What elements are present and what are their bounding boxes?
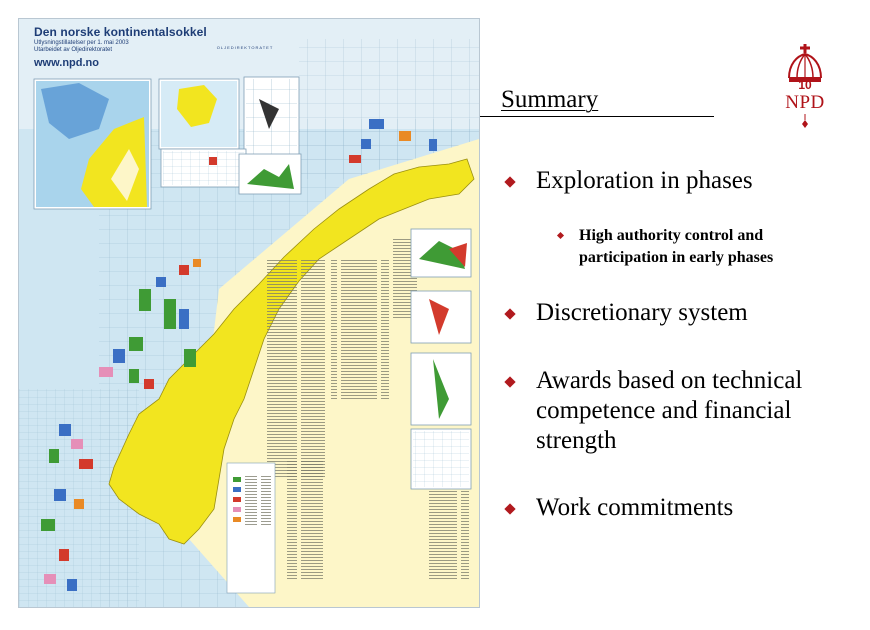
sub-bullet-authority-line2: participation in early phases [579, 249, 774, 266]
crown-icon [775, 42, 835, 130]
sub-bullet-authority-line1: High authority control and [579, 227, 764, 244]
bullet-marker [504, 503, 515, 514]
npd-logo [775, 42, 835, 130]
bullet-exploration: Exploration in phases [536, 167, 753, 194]
bullet-marker [504, 308, 515, 319]
bullet-awards-line3: strength [536, 427, 617, 454]
map-graphic [19, 19, 479, 607]
bullet-marker [504, 176, 515, 187]
slide-title-bar [480, 86, 714, 117]
logo-text: NPD [785, 92, 825, 113]
map-agency: OLJEDIREKTORATET [216, 45, 274, 50]
right-insets [411, 229, 471, 489]
svg-text:10: 10 [798, 78, 812, 92]
bullet-awards-line1: Awards based on technical [536, 367, 803, 394]
norwegian-continental-shelf-map [18, 18, 480, 608]
map-url: www.npd.no [34, 57, 99, 69]
map-subtitle-date: Utlysningstillatelser per 1. mai 2003 [34, 40, 129, 46]
bullet-awards-line2: competence and financial [536, 397, 792, 424]
inset-barents [244, 77, 299, 157]
inset-overview-map [34, 79, 151, 209]
bullet-discretionary: Discretionary system [536, 299, 748, 326]
slide-title: Summary [501, 86, 599, 113]
map-legend [227, 463, 275, 593]
map-title: Den norske kontinentalsokkel [34, 25, 207, 39]
bullet-marker [504, 376, 515, 387]
bullet-work-commitments: Work commitments [536, 494, 734, 521]
inset-svalbard [159, 79, 239, 149]
sub-bullet-marker [557, 232, 564, 239]
map-subtitle-author: Utarbeidet av Oljedirektoratet [34, 47, 113, 53]
